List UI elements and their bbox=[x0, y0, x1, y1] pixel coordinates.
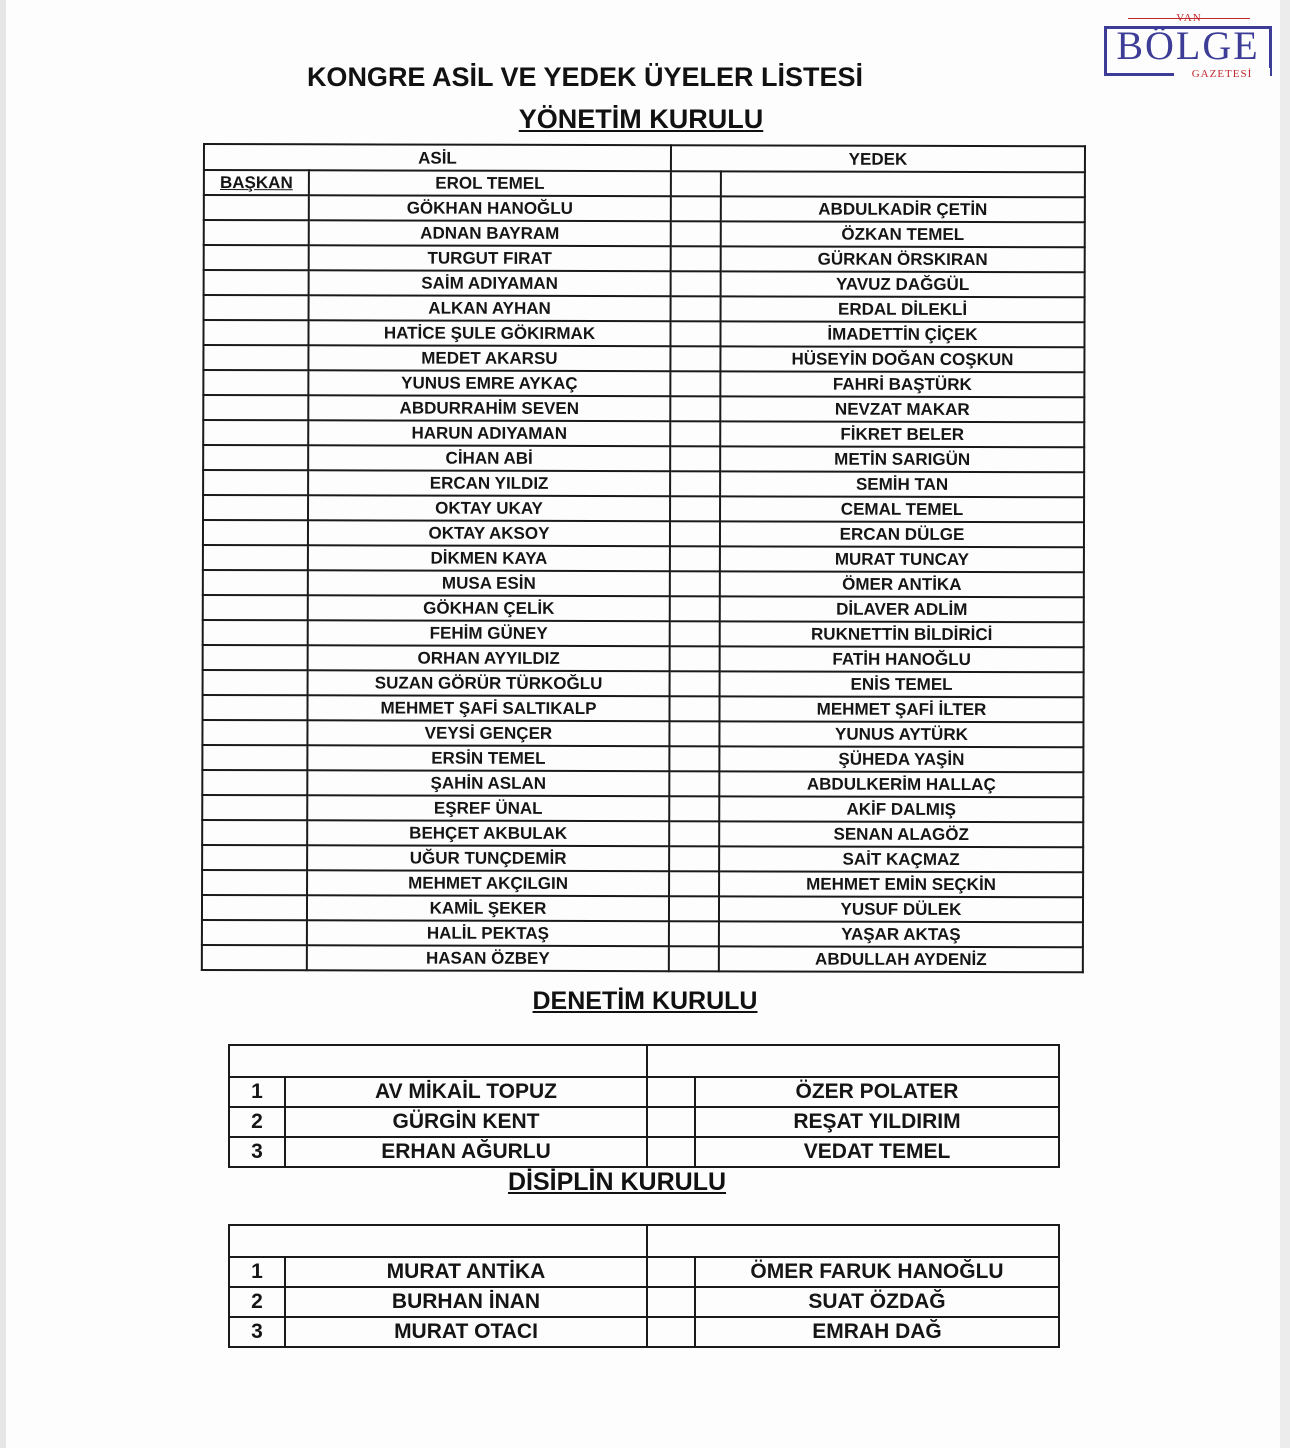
spacer-cell bbox=[670, 346, 720, 371]
asil-member: BURHAN İNAN bbox=[285, 1287, 647, 1317]
yedek-member: ÖZKAN TEMEL bbox=[721, 221, 1085, 247]
row-blank-cell bbox=[202, 845, 307, 870]
spacer-cell bbox=[670, 421, 720, 446]
yonetim-table bbox=[201, 143, 1086, 973]
spacer-cell bbox=[669, 796, 719, 821]
spacer-cell bbox=[670, 471, 720, 496]
spacer-cell bbox=[647, 1317, 695, 1347]
spacer-cell bbox=[647, 1137, 695, 1167]
row-number: 3 bbox=[229, 1137, 285, 1167]
row-blank-cell bbox=[202, 920, 307, 945]
yedek-member: MEHMET EMİN SEÇKİN bbox=[719, 871, 1083, 897]
yedek-member: MEHMET ŞAFİ İLTER bbox=[719, 696, 1083, 722]
yedek-member: CEMAL TEMEL bbox=[720, 496, 1084, 522]
table-row bbox=[204, 245, 1085, 272]
spacer-cell bbox=[669, 846, 719, 871]
yedek-member: GÜRKAN ÖRSKIRAN bbox=[721, 246, 1085, 272]
document-title: KONGRE ASİL VE YEDEK ÜYELER LİSTESİ bbox=[306, 62, 864, 92]
logo-name: BÖLGE bbox=[1116, 23, 1260, 68]
row-blank-cell bbox=[203, 495, 308, 520]
yedek-member: YUNUS AYTÜRK bbox=[719, 721, 1083, 747]
table-row bbox=[203, 445, 1084, 472]
denetim-header-yedek bbox=[647, 1045, 1059, 1077]
row-number: 3 bbox=[229, 1317, 285, 1347]
asil-member: BEHÇET AKBULAK bbox=[307, 820, 669, 846]
table-row bbox=[203, 520, 1084, 547]
spacer-cell bbox=[670, 521, 720, 546]
spacer-cell bbox=[671, 271, 721, 296]
row-number: 1 bbox=[229, 1077, 285, 1107]
row-blank-cell bbox=[204, 245, 309, 270]
yedek-member: ABDULKERİM HALLAÇ bbox=[719, 771, 1083, 797]
table-row bbox=[203, 420, 1084, 447]
asil-member: ABDURRAHİM SEVEN bbox=[308, 395, 670, 421]
table-row bbox=[202, 695, 1083, 722]
row-number: 1 bbox=[229, 1257, 285, 1287]
table-row bbox=[202, 845, 1083, 872]
yonetim-section-title: YÖNETİM KURULU bbox=[518, 104, 764, 134]
row-blank-cell bbox=[202, 870, 307, 895]
spacer-cell bbox=[647, 1257, 695, 1287]
row-blank-cell bbox=[204, 220, 309, 245]
yedek-member: REŞAT YILDIRIM bbox=[695, 1107, 1059, 1137]
spacer-cell bbox=[670, 496, 720, 521]
table-row bbox=[203, 395, 1084, 422]
spacer-cell bbox=[670, 321, 720, 346]
asil-member: SUZAN GÖRÜR TÜRKOĞLU bbox=[308, 670, 670, 696]
table-row bbox=[203, 370, 1084, 397]
spacer-cell bbox=[670, 596, 720, 621]
yedek-member: ENİS TEMEL bbox=[720, 671, 1084, 697]
table-row bbox=[229, 1137, 1059, 1167]
table-row bbox=[203, 495, 1084, 522]
row-blank-cell bbox=[203, 345, 308, 370]
table-row bbox=[202, 945, 1083, 972]
asil-member: ALKAN AYHAN bbox=[309, 295, 671, 321]
spacer-cell bbox=[670, 396, 720, 421]
row-blank-cell bbox=[202, 720, 307, 745]
row-blank-cell bbox=[204, 195, 309, 220]
row-blank-cell bbox=[203, 545, 308, 570]
spacer-cell bbox=[669, 721, 719, 746]
yedek-member: FATİH HANOĞLU bbox=[720, 646, 1084, 672]
table-row bbox=[203, 620, 1084, 647]
spacer-cell bbox=[670, 546, 720, 571]
spacer-cell bbox=[669, 871, 719, 896]
row-number: 2 bbox=[229, 1287, 285, 1317]
denetim-header-row bbox=[229, 1045, 1059, 1077]
asil-member: VEYSİ GENÇER bbox=[307, 720, 669, 746]
spacer-cell bbox=[669, 696, 719, 721]
asil-member: MEHMET ŞAFİ SALTIKALP bbox=[307, 695, 669, 721]
disiplin-header-row bbox=[229, 1225, 1059, 1257]
asil-member: DİKMEN KAYA bbox=[308, 545, 670, 571]
spacer-cell bbox=[647, 1287, 695, 1317]
row-blank-cell bbox=[203, 470, 308, 495]
denetim-header-asil bbox=[229, 1045, 647, 1077]
asil-member: ERCAN YILDIZ bbox=[308, 470, 670, 496]
yedek-member: ŞÜHEDA YAŞİN bbox=[719, 746, 1083, 772]
asil-member: CİHAN ABİ bbox=[308, 445, 670, 471]
yedek-member: İMADETTİN ÇİÇEK bbox=[720, 321, 1084, 347]
logo-sub-text: GAZETESİ bbox=[1191, 68, 1253, 80]
table-row bbox=[229, 1317, 1059, 1347]
col-yedek-header: YEDEK bbox=[671, 145, 1085, 172]
yedek-member: ÖMER ANTİKA bbox=[720, 571, 1084, 597]
logo-top-text: VAN bbox=[1176, 12, 1202, 24]
asil-member: MEDET AKARSU bbox=[308, 345, 670, 371]
scan-edge-right bbox=[1280, 0, 1290, 1448]
table-row bbox=[202, 920, 1083, 947]
asil-member: YUNUS EMRE AYKAÇ bbox=[308, 370, 670, 396]
yedek-member: ERCAN DÜLGE bbox=[720, 521, 1084, 547]
yedek-member: SAİT KAÇMAZ bbox=[719, 846, 1083, 872]
spacer-cell bbox=[669, 921, 719, 946]
spacer-cell bbox=[669, 946, 719, 971]
spacer-cell bbox=[671, 246, 721, 271]
row-blank-cell bbox=[202, 945, 307, 970]
asil-member: HALİL PEKTAŞ bbox=[307, 920, 669, 946]
asil-member: MURAT ANTİKA bbox=[285, 1257, 647, 1287]
table-row bbox=[203, 570, 1084, 597]
spacer-cell bbox=[670, 646, 720, 671]
disiplin-section-title: DİSİPLİN KURULU bbox=[507, 1168, 727, 1196]
row-blank-cell bbox=[203, 570, 308, 595]
table-row bbox=[202, 870, 1083, 897]
row-blank-cell bbox=[202, 695, 307, 720]
yedek-member: SUAT ÖZDAĞ bbox=[695, 1287, 1059, 1317]
asil-member: SAİM ADIYAMAN bbox=[309, 270, 671, 296]
table-row bbox=[229, 1077, 1059, 1107]
asil-member: MEHMET AKÇILGIN bbox=[307, 870, 669, 896]
yedek-blank bbox=[721, 171, 1085, 197]
row-blank-cell bbox=[203, 520, 308, 545]
table-row bbox=[203, 320, 1084, 347]
table-row bbox=[202, 745, 1083, 772]
table-row bbox=[202, 820, 1083, 847]
yedek-member: NEVZAT MAKAR bbox=[720, 396, 1084, 422]
yedek-member: DİLAVER ADLİM bbox=[720, 596, 1084, 622]
asil-member: OKTAY UKAY bbox=[308, 495, 670, 521]
asil-member: MUSA ESİN bbox=[308, 570, 670, 596]
scan-edge-left bbox=[0, 0, 6, 1448]
asil-member: MURAT OTACI bbox=[285, 1317, 647, 1347]
col-asil-header: ASİL bbox=[204, 144, 671, 171]
yedek-member: ABDULLAH AYDENİZ bbox=[719, 946, 1083, 972]
baskan-name: EROL TEMEL bbox=[309, 170, 671, 196]
spacer-cell bbox=[670, 571, 720, 596]
row-blank-cell bbox=[203, 370, 308, 395]
yedek-member: AKİF DALMIŞ bbox=[719, 796, 1083, 822]
table-row bbox=[229, 1257, 1059, 1287]
yedek-member: YUSUF DÜLEK bbox=[719, 896, 1083, 922]
row-blank-cell bbox=[202, 895, 307, 920]
asil-member: ERSİN TEMEL bbox=[307, 745, 669, 771]
asil-member: EŞREF ÜNAL bbox=[307, 795, 669, 821]
row-blank-cell bbox=[204, 295, 309, 320]
asil-member: GÖKHAN ÇELİK bbox=[308, 595, 670, 621]
yedek-member: RUKNETTİN BİLDİRİCİ bbox=[720, 621, 1084, 647]
role-label: BAŞKAN bbox=[204, 170, 309, 195]
yedek-member: ÖZER POLATER bbox=[695, 1077, 1059, 1107]
asil-member: KAMİL ŞEKER bbox=[307, 895, 669, 921]
asil-member: ŞAHİN ASLAN bbox=[307, 770, 669, 796]
spacer-cell bbox=[669, 821, 719, 846]
disiplin-header-asil bbox=[229, 1225, 647, 1257]
row-blank-cell bbox=[202, 820, 307, 845]
yedek-member: SENAN ALAGÖZ bbox=[719, 821, 1083, 847]
row-blank-cell bbox=[203, 320, 308, 345]
table-row bbox=[202, 720, 1083, 747]
baskan-row bbox=[204, 170, 1085, 197]
asil-member: GÖKHAN HANOĞLU bbox=[309, 195, 671, 221]
asil-member: AV MİKAİL TOPUZ bbox=[285, 1077, 647, 1107]
table-row bbox=[203, 470, 1084, 497]
yedek-member: HÜSEYİN DOĞAN COŞKUN bbox=[720, 346, 1084, 372]
yedek-member: EMRAH DAĞ bbox=[695, 1317, 1059, 1347]
row-blank-cell bbox=[203, 620, 308, 645]
yedek-member: ERDAL DİLEKLİ bbox=[721, 296, 1085, 322]
table-row bbox=[203, 545, 1084, 572]
spacer-cell bbox=[671, 171, 721, 196]
row-blank-cell bbox=[202, 795, 307, 820]
yedek-member: SEMİH TAN bbox=[720, 471, 1084, 497]
row-blank-cell bbox=[203, 420, 308, 445]
asil-member: OKTAY AKSOY bbox=[308, 520, 670, 546]
yedek-member: FAHRİ BAŞTÜRK bbox=[720, 371, 1084, 397]
spacer-cell bbox=[670, 446, 720, 471]
row-blank-cell bbox=[203, 445, 308, 470]
spacer-cell bbox=[669, 746, 719, 771]
yedek-member: ÖMER FARUK HANOĞLU bbox=[695, 1257, 1059, 1287]
asil-member: ORHAN AYYILDIZ bbox=[308, 645, 670, 671]
yedek-member: FİKRET BELER bbox=[720, 421, 1084, 447]
yedek-member: METİN SARIGÜN bbox=[720, 446, 1084, 472]
yonetim-header-row bbox=[204, 144, 1085, 172]
spacer-cell bbox=[670, 371, 720, 396]
row-blank-cell bbox=[203, 645, 308, 670]
row-blank-cell bbox=[203, 595, 308, 620]
spacer-cell bbox=[670, 671, 720, 696]
table-row bbox=[204, 270, 1085, 297]
asil-member: TURGUT FIRAT bbox=[309, 245, 671, 271]
table-row bbox=[204, 295, 1085, 322]
spacer-cell bbox=[669, 896, 719, 921]
spacer-cell bbox=[670, 621, 720, 646]
row-blank-cell bbox=[202, 745, 307, 770]
row-number: 2 bbox=[229, 1107, 285, 1137]
spacer-cell bbox=[669, 771, 719, 796]
asil-member: ADNAN BAYRAM bbox=[309, 220, 671, 246]
table-row bbox=[203, 670, 1084, 697]
row-blank-cell bbox=[203, 670, 308, 695]
spacer-cell bbox=[647, 1107, 695, 1137]
yedek-member: YAŞAR AKTAŞ bbox=[719, 921, 1083, 947]
spacer-cell bbox=[671, 296, 721, 321]
asil-member: HASAN ÖZBEY bbox=[307, 945, 669, 971]
row-blank-cell bbox=[202, 770, 307, 795]
table-row bbox=[229, 1107, 1059, 1137]
table-row bbox=[204, 220, 1085, 247]
asil-member: ERHAN AĞURLU bbox=[285, 1137, 647, 1167]
table-row bbox=[203, 645, 1084, 672]
table-row bbox=[202, 895, 1083, 922]
spacer-cell bbox=[647, 1077, 695, 1107]
asil-member: GÜRGİN KENT bbox=[285, 1107, 647, 1137]
asil-member: HATİCE ŞULE GÖKIRMAK bbox=[308, 320, 670, 346]
table-row bbox=[202, 795, 1083, 822]
row-blank-cell bbox=[203, 395, 308, 420]
denetim-section-title: DENETİM KURULU bbox=[532, 987, 758, 1015]
yedek-member: VEDAT TEMEL bbox=[695, 1137, 1059, 1167]
table-row bbox=[202, 770, 1083, 797]
table-row bbox=[203, 345, 1084, 372]
spacer-cell bbox=[671, 221, 721, 246]
yedek-member: YAVUZ DAĞGÜL bbox=[721, 271, 1085, 297]
table-row bbox=[203, 595, 1084, 622]
disiplin-table bbox=[228, 1224, 1060, 1348]
disiplin-header-yedek bbox=[647, 1225, 1059, 1257]
spacer-cell bbox=[671, 196, 721, 221]
asil-member: FEHİM GÜNEY bbox=[308, 620, 670, 646]
denetim-table bbox=[228, 1044, 1060, 1168]
asil-member: UĞUR TUNÇDEMİR bbox=[307, 845, 669, 871]
yedek-member: ABDULKADİR ÇETİN bbox=[721, 196, 1085, 222]
table-row bbox=[204, 195, 1085, 222]
row-blank-cell bbox=[204, 270, 309, 295]
asil-member: HARUN ADIYAMAN bbox=[308, 420, 670, 446]
table-row bbox=[229, 1287, 1059, 1317]
yedek-member: MURAT TUNCAY bbox=[720, 546, 1084, 572]
